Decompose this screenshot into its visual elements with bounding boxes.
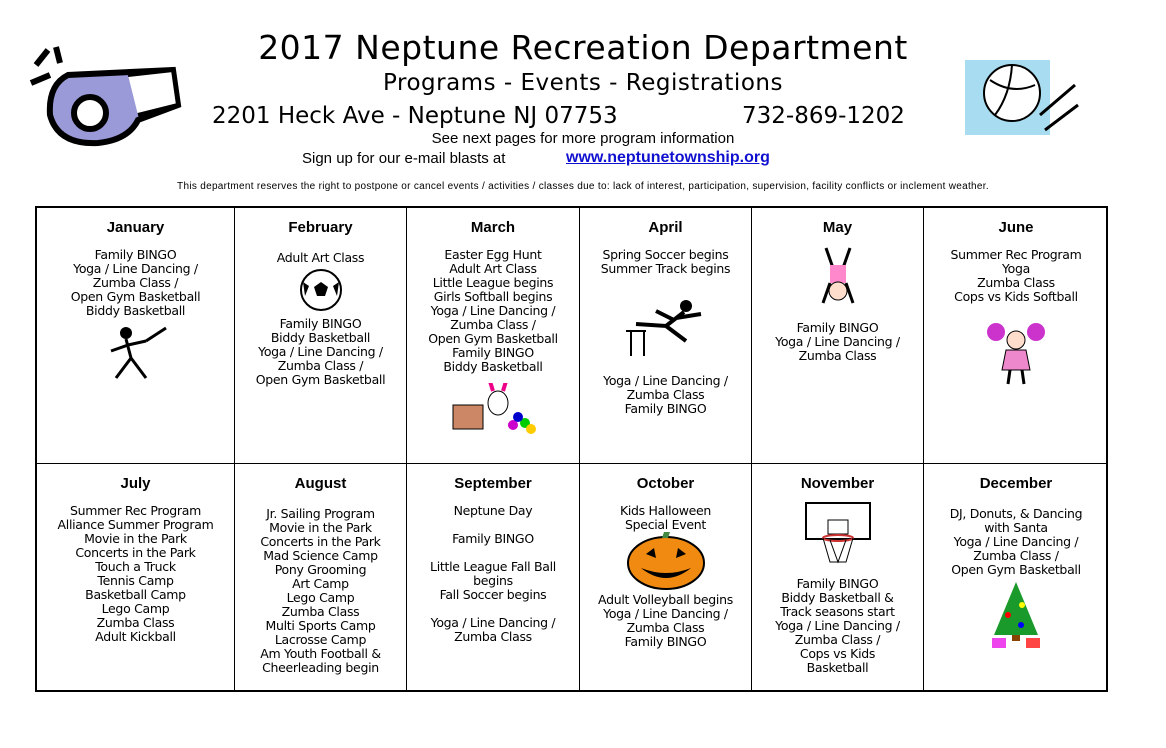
event-item: Zumba Class / <box>92 275 179 290</box>
pumpkin-icon <box>626 530 706 595</box>
event-item: Track seasons start <box>780 604 895 619</box>
event-item: Lacrosse Camp <box>274 632 367 647</box>
event-list <box>407 560 579 602</box>
month-cell-july <box>37 464 235 692</box>
event-list <box>752 321 923 363</box>
basketball-hoop-icon <box>803 500 873 571</box>
month-title: March <box>470 219 516 236</box>
phone-number: 732-869-1202 <box>742 103 905 129</box>
event-item: Mad Science Camp <box>263 548 378 563</box>
event-item: Zumba Class <box>626 620 705 635</box>
event-item: Lego Camp <box>286 590 355 605</box>
event-item: Summer Track begins <box>600 261 731 276</box>
month-title: July <box>120 475 151 492</box>
whistle-icon <box>28 45 198 150</box>
month-cell-may <box>752 208 924 464</box>
event-item: Yoga <box>1001 261 1031 276</box>
event-item: Zumba Class <box>96 615 175 630</box>
event-item: Adult Art Class <box>276 250 365 265</box>
event-item: Multi Sports Camp <box>265 618 376 633</box>
event-item: Open Gym Basketball <box>255 372 386 387</box>
event-list <box>924 507 1108 577</box>
event-list <box>37 504 234 644</box>
event-list <box>407 616 579 644</box>
event-item: Art Camp <box>292 576 349 591</box>
event-item: Family BINGO <box>624 634 707 649</box>
event-item: Spring Soccer begins <box>602 247 729 262</box>
event-item: Family BINGO <box>452 531 534 546</box>
event-item: Open Gym Basketball <box>951 562 1081 577</box>
website-link[interactable]: www.neptunetownship.org <box>566 149 770 166</box>
event-item: with Santa <box>984 520 1048 535</box>
event-list <box>580 504 751 532</box>
event-item: Yoga / Line Dancing / <box>258 344 383 359</box>
event-item: Zumba Class <box>454 629 532 644</box>
event-item: Family BINGO <box>452 345 534 360</box>
event-item: Summer Rec Program <box>950 247 1082 262</box>
event-item: Adult Art Class <box>449 261 537 276</box>
address: 2201 Heck Ave - Neptune NJ 07753 <box>212 103 618 129</box>
month-cell-november <box>752 464 924 692</box>
event-list <box>235 251 406 265</box>
event-item: Cops vs Kids <box>799 646 876 661</box>
event-item: Zumba Class / <box>794 632 881 647</box>
event-item: Adult Kickball <box>95 629 176 644</box>
month-title: April <box>648 219 683 236</box>
month-title: October <box>636 475 695 492</box>
event-item: Am Youth Football & <box>260 646 381 661</box>
event-item: Yoga / Line Dancing / <box>603 606 728 621</box>
month-cell-december <box>924 464 1108 692</box>
cheerleader-icon <box>986 320 1046 391</box>
event-item: Yoga / Line Dancing / <box>603 373 728 388</box>
event-item: Open Gym Basketball <box>70 289 201 304</box>
event-item: Jr. Sailing Program <box>266 506 375 521</box>
event-list <box>580 593 751 649</box>
event-item: Special Event <box>625 517 706 532</box>
signup-text: Sign up for our e-mail blasts at <box>302 150 506 167</box>
event-item: Biddy Basketball <box>85 303 186 318</box>
disclaimer: This department reserves the right to postpone or cancel events / activities / classes due to: lack of interest, participation, supervision, facility conflicts or inclement weather. <box>177 181 989 192</box>
event-item: Adult Volleyball begins <box>598 592 733 607</box>
event-item: Little League begins <box>432 275 554 290</box>
event-item: Yoga / Line Dancing / <box>73 261 198 276</box>
event-item: DJ, Donuts, & Dancing <box>949 506 1083 521</box>
month-cell-april <box>580 208 752 464</box>
event-list <box>407 504 579 518</box>
volleyball-icon <box>960 55 1080 140</box>
event-list <box>924 248 1108 304</box>
event-item: Kids Halloween <box>619 503 712 518</box>
month-title: May <box>822 219 853 236</box>
event-item: Cheerleading begin <box>262 660 379 675</box>
month-title: August <box>294 475 347 492</box>
hurdler-icon <box>616 296 716 363</box>
event-item: Basketball <box>806 660 869 675</box>
event-item: Tennis Camp <box>97 573 174 588</box>
event-item: Family BINGO <box>796 576 879 591</box>
event-item: Zumba Class <box>798 348 877 363</box>
month-cell-january <box>37 208 235 464</box>
month-cell-october <box>580 464 752 692</box>
event-list <box>37 248 234 318</box>
month-title: June <box>998 219 1034 236</box>
page-subtitle: Programs - Events - Registrations <box>383 70 783 96</box>
event-item: Yoga / Line Dancing / <box>775 334 900 349</box>
event-item: Zumba Class <box>626 387 705 402</box>
month-title: November <box>800 475 875 492</box>
event-item: Zumba Class <box>281 604 360 619</box>
event-item: Family BINGO <box>624 401 707 416</box>
event-item: Zumba Class / <box>973 548 1059 563</box>
event-list <box>580 248 751 276</box>
event-item: Girls Softball begins <box>433 289 553 304</box>
event-list <box>407 248 579 374</box>
month-title: February <box>288 219 353 236</box>
month-cell-march <box>407 208 580 464</box>
page-title: 2017 Neptune Recreation Department <box>258 28 908 67</box>
event-item: Biddy Basketball & <box>781 590 894 605</box>
event-list <box>235 317 406 387</box>
event-item: Neptune Day <box>453 503 533 518</box>
event-item: Yoga / Line Dancing / <box>953 534 1079 549</box>
event-item: Lego Camp <box>101 601 170 616</box>
event-list <box>407 532 579 546</box>
event-item: Concerts in the Park <box>260 534 381 549</box>
event-list <box>752 577 923 675</box>
event-item: Pony Grooming <box>274 562 367 577</box>
event-item: Concerts in the Park <box>75 545 196 560</box>
event-item: Open Gym Basketball <box>428 331 558 346</box>
event-item: Family BINGO <box>279 316 362 331</box>
event-item: Summer Rec Program <box>69 503 201 518</box>
event-item: Yoga / Line Dancing / <box>430 615 556 630</box>
event-item: Yoga / Line Dancing / <box>775 618 900 633</box>
event-item: Easter Egg Hunt <box>444 247 542 262</box>
event-list <box>580 374 751 416</box>
month-cell-august <box>235 464 407 692</box>
event-item: Basketball Camp <box>85 587 186 602</box>
event-item: Fall Soccer begins <box>439 587 547 602</box>
next-pages-note: See next pages for more program information <box>431 130 735 147</box>
month-title: December <box>979 475 1053 492</box>
event-item: Family BINGO <box>796 320 879 335</box>
month-cell-september <box>407 464 580 692</box>
event-item: Touch a Truck <box>95 559 176 574</box>
easter-bunny-icon <box>443 383 543 440</box>
christmas-tree-icon <box>986 580 1046 655</box>
event-item: Biddy Basketball <box>270 330 371 345</box>
event-item: Movie in the Park <box>269 520 372 535</box>
soccer-ball-icon <box>295 268 347 317</box>
month-cell-february <box>235 208 407 464</box>
month-title: September <box>454 475 532 492</box>
event-item: begins <box>473 573 513 588</box>
event-item: Cops vs Kids Softball <box>954 289 1078 304</box>
event-item: Zumba Class <box>977 275 1055 290</box>
month-title: January <box>106 219 165 236</box>
event-item: Movie in the Park <box>84 531 187 546</box>
event-item: Yoga / Line Dancing / <box>430 303 556 318</box>
event-item: Little League Fall Ball <box>430 559 556 574</box>
calendar-grid <box>35 206 1108 692</box>
event-item: Alliance Summer Program <box>57 517 214 532</box>
event-item: Biddy Basketball <box>443 359 543 374</box>
event-item: Zumba Class / <box>450 317 536 332</box>
event-list <box>235 507 406 675</box>
month-cell-june <box>924 208 1108 464</box>
cartwheel-kid-icon <box>818 243 858 310</box>
baseball-player-icon <box>96 323 176 388</box>
event-item: Family BINGO <box>94 247 177 262</box>
event-item: Zumba Class / <box>277 358 364 373</box>
